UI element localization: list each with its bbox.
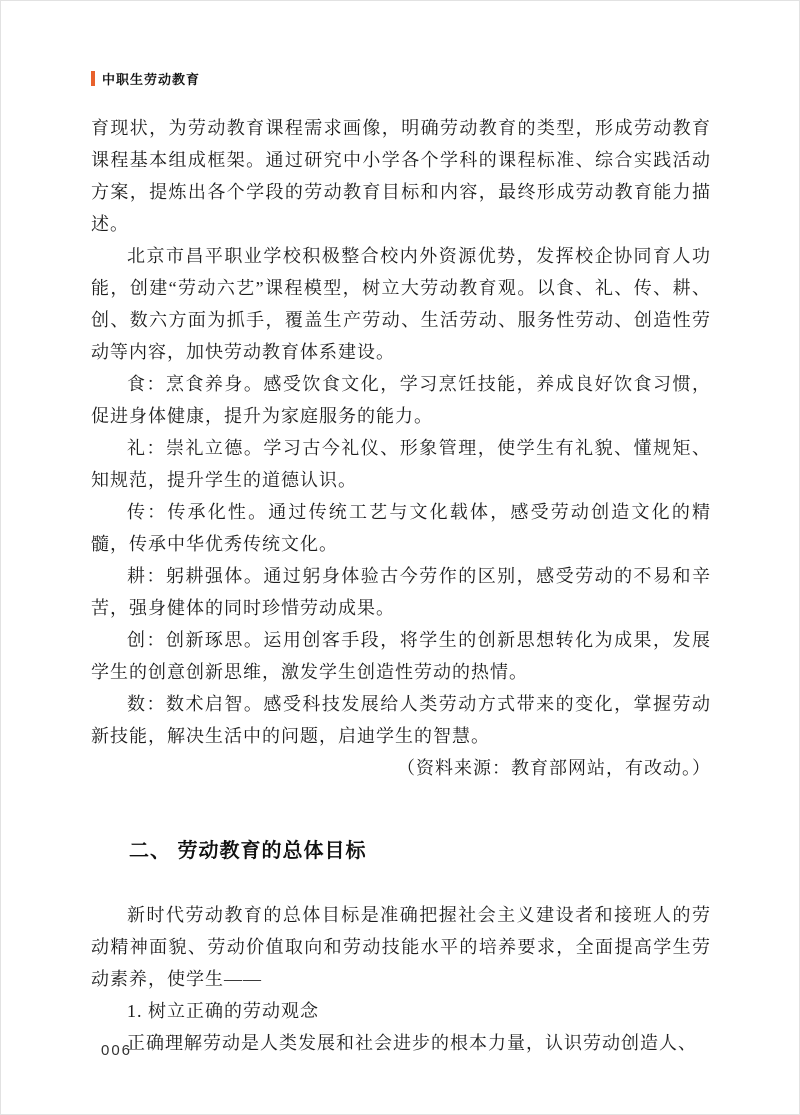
paragraph: 创：创新琢思。运用创客手段，将学生的创新思想转化为成果，发展学生的创意创新思维，激发学生创造性劳动的热情。 <box>91 630 711 682</box>
paragraph-continued: 育现状，为劳动教育课程需求画像，明确劳动教育的类型，形成劳动教育课程基本组成框架。通过研究中小学各个学科的课程标准、综合实践活动方案，提炼出各个学段的劳动教育目标和内容，最终形成劳动教育能力描述。 <box>91 118 711 234</box>
section-paragraph: 新时代劳动教育的总体目标是准确把握社会主义建设者和接班人的劳动精神面貌、劳动价值取向和劳动技能水平的培养要求，全面提高学生劳动素养，使学生—— <box>91 905 711 989</box>
paragraph: 礼：崇礼立德。学习古今礼仪、形象管理，使学生有礼貌、懂规矩、知规范，提升学生的道德认识。 <box>91 438 711 490</box>
body-text <box>91 112 711 1059</box>
section-list-item: 1. 树立正确的劳动观念 <box>127 1001 319 1021</box>
paragraph: 传：传承化性。通过传统工艺与文化载体，感受劳动创造文化的精髓，传承中华优秀传统文化。 <box>91 502 711 554</box>
paragraph: 食：烹食养身。感受饮食文化，学习烹饪技能，养成良好饮食习惯，促进身体健康，提升为家庭服务的能力。 <box>91 374 711 426</box>
paragraph: 数：数术启智。感受科技发展给人类劳动方式带来的变化，掌握劳动新技能，解决生活中的问题，启迪学生的智慧。 <box>91 694 711 746</box>
header-accent-bar <box>91 71 95 86</box>
source-note: （资料来源：教育部网站，有改动。） <box>397 758 711 778</box>
page-number: 006 <box>101 1042 133 1059</box>
section-heading: 二、 劳动教育的总体目标 <box>129 840 367 862</box>
paragraph: 北京市昌平职业学校积极整合校内外资源优势，发挥校企协同育人功能，创建“劳动六艺”课程模型，树立大劳动教育观。以食、礼、传、耕、创、数六方面为抓手，覆盖生产劳动、生活劳动、服务性劳动、创造性劳动等内容，加快劳动教育体系建设。 <box>91 246 711 362</box>
running-head-title: 中职生劳动教育 <box>102 72 201 87</box>
running-head <box>91 69 711 88</box>
section-paragraph: 正确理解劳动是人类发展和社会进步的根本力量，认识劳动创造人、 <box>127 1033 697 1053</box>
paragraph: 耕：躬耕强体。通过躬身体验古今劳作的区别，感受劳动的不易和辛苦，强身健体的同时珍惜劳动成果。 <box>91 566 711 618</box>
